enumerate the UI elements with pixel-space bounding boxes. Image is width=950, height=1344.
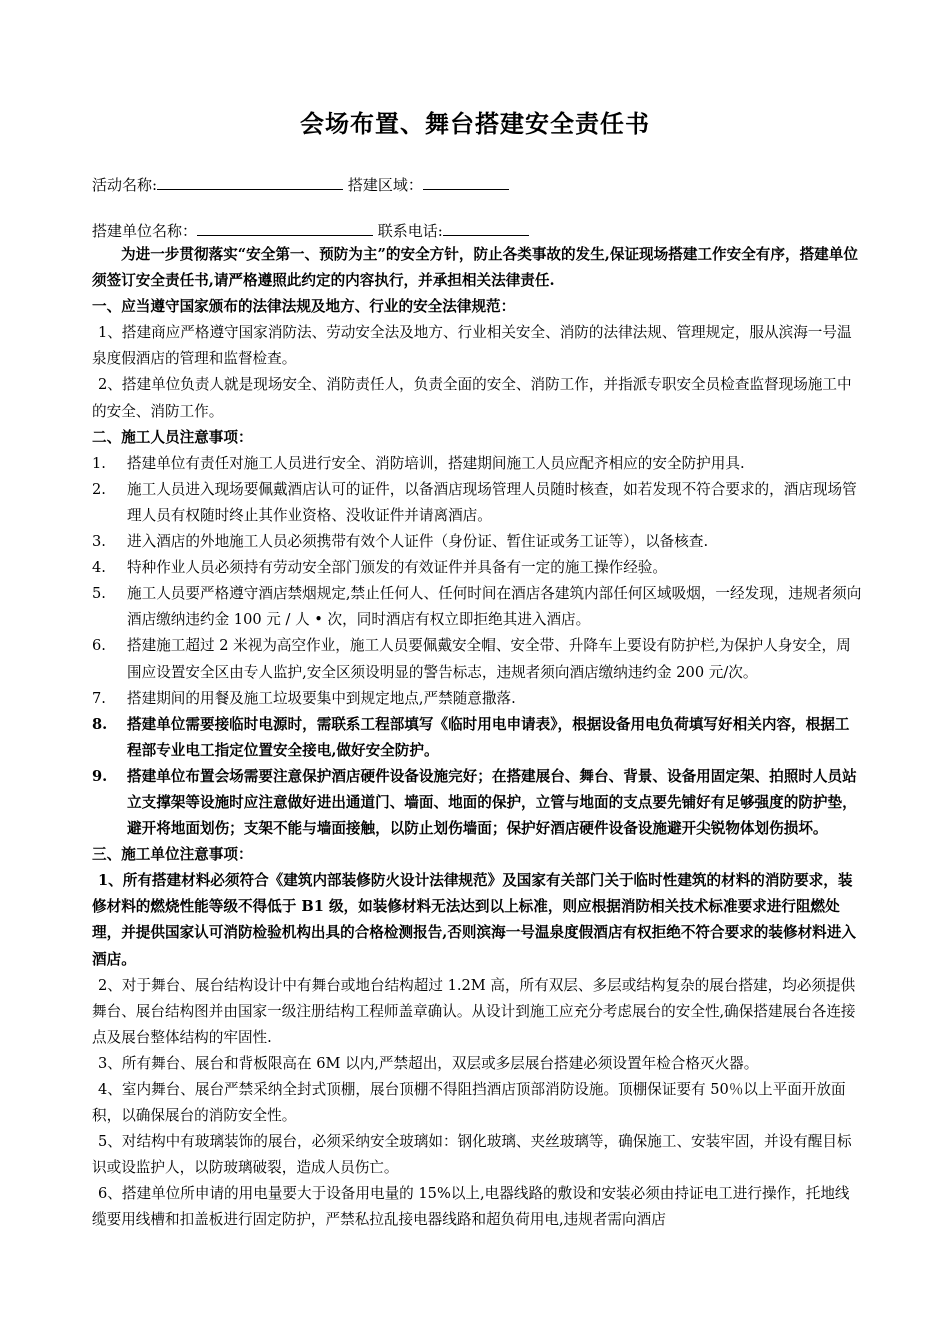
company-info-line [92, 220, 529, 241]
section2-item [92, 555, 862, 581]
item-number: 8. [92, 715, 108, 733]
item-text: 搭建单位有责任对施工人员进行安全、消防培训，搭建期间施工人员应配齐相应的安全防护用具. [127, 454, 745, 472]
section3-item: 3、所有舞台、展台和背板限高在 6M 以内,严禁超出，双层或多层展台搭建必须设置年检合格灭火器。 [98, 1054, 759, 1072]
section2-item [92, 451, 862, 477]
section3-item: 4、室内舞台、展台严禁采纳全封式顶棚，展台顶棚不得阻挡酒店顶部消防设施。顶棚保证要有 50％以上平面开放面积，以确保展台的消防安全性。 [92, 1081, 846, 1125]
item-text: 搭建单位需要接临时电源时，需联系工程部填写《临时用电申请表》，根据设备用电负荷填写好相关内容，根据工程部专业电工指定位置安全接电,做好安全防护。 [127, 715, 850, 759]
item-number: 7. [92, 689, 106, 707]
item-number: 4. [92, 559, 106, 577]
section2-heading: 二、施工人员注意事项： [92, 428, 253, 446]
section3-item: 2、对于舞台、展台结构设计中有舞台或地台结构超过 1.2M 高，所有双层、多层或结构复杂的展台搭建，均必须提供舞台、展台结构图并由国家一级注册结构工程师盖章确认。从设计到施工应充分考虑展台的安全性,确保搭建展台各连接点及展台整体结构的牢固性. [92, 976, 856, 1046]
event-name-label: 活动名称: [92, 176, 158, 194]
phone-blank[interactable] [443, 221, 529, 236]
item-number: 9. [92, 767, 108, 785]
section2-item [92, 477, 862, 529]
item-number: 3. [92, 533, 106, 551]
item-text: 进入酒店的外地施工人员必须携带有效个人证件（身份证、暂住证或务工证等），以备核查. [127, 533, 709, 551]
phone-label: 联系电话: [377, 222, 443, 240]
section2-item [92, 764, 862, 842]
item-text: 搭建施工超过 2 米视为高空作业，施工人员要佩戴安全帽、安全带、升降车上要设有防护栏,为保护人身安全，周围应设置安全区由专人监护,安全区须设明显的警告标志，违规者须向酒店缴纳违约金 200 元/次。 [127, 637, 851, 681]
intro-paragraph: 为进一步贯彻落实“安全第一、预防为主”的安全方针，防止各类事故的发生,保证现场搭建工作安全有序，搭建单位须签订安全责任书,请严格遵照此约定的内容执行，并承担相关法律责任. [92, 246, 858, 290]
item-text: 搭建单位布置会场需要注意保护酒店硬件设备设施完好；在搭建展台、舞台、背景、设备用固定架、拍照时人员站立支撑架等设施时应注意做好进出通道门、墙面、地面的保护，立管与地面的支点要先铺好有足够强度的防护垫，避开将地面划伤；支架不能与墙面接触，以防止划伤墙面；保护好酒店硬件设备设施避开尖锐物体划伤损坏。 [127, 767, 857, 838]
event-name-blank[interactable] [157, 175, 343, 190]
section2-item [92, 686, 862, 712]
section3-item: 1、所有搭建材料必须符合《建筑内部装修防火设计法律规范》及国家有关部门关于临时性建筑的材料的消防要求，装修材料的燃烧性能等级不得低于 B1 级，如装修材料无法达到以上标准，则应根据消防相关技术标准要求进行阻燃处理，并提供国家认可消防检验机构出具的合格检测报告,否则滨海一号温泉度假酒店有权拒绝不符合要求的装修材料进入酒店。 [92, 872, 856, 968]
section3-heading: 三、施工单位注意事项： [92, 846, 253, 864]
section1-heading: 一、应当遵守国家颁布的法律法规及地方、行业的安全法律规范： [92, 298, 516, 316]
item-number: 5. [92, 585, 106, 603]
section3-item: 6、搭建单位所申请的用电量要大于设备用电量的 15%以上,电器线路的敷设和安装必须由持证电工进行操作，托地线缆要用线槽和扣盖板进行固定防护，严禁私拉乱接电器线路和超负荷用电,违规者需向酒店 [92, 1185, 850, 1229]
area-label: 搭建区域： [347, 176, 423, 194]
area-blank[interactable] [423, 175, 509, 190]
section2-item [92, 529, 862, 555]
section2-item [92, 581, 862, 633]
company-label: 搭建单位名称： [92, 222, 198, 240]
section1-item: 1、搭建商应严格遵守国家消防法、劳动安全法及地方、行业相关安全、消防的法律法规、管理规定，服从滨海一号温泉度假酒店的管理和监督检查。 [92, 324, 852, 368]
company-blank[interactable] [197, 221, 373, 236]
item-text: 搭建期间的用餐及施工垃圾要集中到规定地点,严禁随意撒落. [127, 689, 516, 707]
item-text: 特种作业人员必须持有劳动安全部门颁发的有效证件并具备有一定的施工操作经验。 [127, 559, 667, 577]
item-number: 2. [92, 480, 106, 498]
item-number: 6. [92, 637, 106, 655]
section2-item [92, 712, 862, 764]
section3-item: 5、对结构中有玻璃装饰的展台，必须采纳安全玻璃如：钢化玻璃、夹丝玻璃等，确保施工、安装牢固，并设有醒目标识或设监护人，以防玻璃破裂，造成人员伤亡。 [92, 1133, 852, 1177]
event-info-line [92, 174, 509, 195]
section2-item [92, 633, 862, 685]
item-text: 施工人员要严格遵守酒店禁烟规定,禁止任何人、任何时间在酒店各建筑内部任何区域吸烟，一经发现，违规者须向酒店缴纳违约金 100 元 / 人 • 次，同时酒店有权立即拒绝其进入酒店。 [127, 585, 862, 629]
item-text: 施工人员进入现场要佩戴酒店认可的证件，以备酒店现场管理人员随时核查，如若发现不符合要求的，酒店现场管理人员有权随时终止其作业资格、没收证件并请离酒店。 [127, 480, 857, 524]
section1-item: 2、搭建单位负责人就是现场安全、消防责任人，负责全面的安全、消防工作，并指派专职安全员检查监督现场施工中的安全、消防工作。 [92, 376, 852, 420]
document-title: 会场布置、舞台搭建安全责任书 [300, 110, 650, 138]
item-number: 1. [92, 454, 106, 472]
document-body [92, 242, 862, 1234]
